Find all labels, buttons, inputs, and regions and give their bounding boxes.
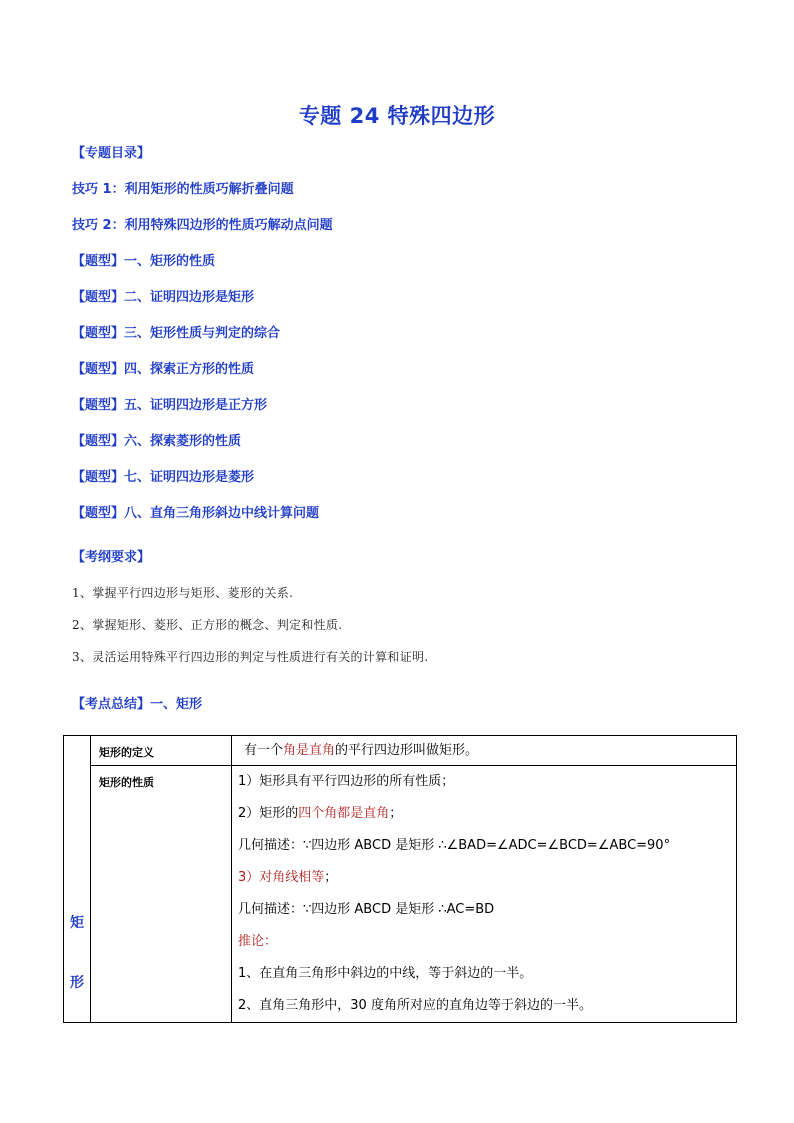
property-highlight: 四个角都是直角 <box>298 806 390 821</box>
toc-item: 【题型】二、证明四边形是矩形 <box>72 290 255 305</box>
toc-item: 【题型】三、矩形性质与判定的综合 <box>72 326 281 341</box>
property-text: 2）矩形的 <box>238 806 299 821</box>
property-line: 1）矩形具有平行四边形的所有性质； <box>238 774 455 789</box>
definition-highlight: 角是直角 <box>283 743 336 758</box>
property-cell <box>232 766 737 1023</box>
rectangle-summary-table <box>63 735 737 1023</box>
property-text: ； <box>324 870 338 885</box>
requirement-item: 1、掌握平行四边形与矩形、菱形的关系. <box>72 586 294 600</box>
property-text: 3） <box>238 870 260 885</box>
property-line: 1、在直角三角形中斜边的中线，等于斜边的一半。 <box>238 966 533 981</box>
property-line: 推论： <box>238 934 278 949</box>
property-highlight: 对角线相等 <box>259 870 325 885</box>
toc-item: 【题型】六、探索菱形的性质 <box>72 434 242 449</box>
toc-item: 【题型】七、证明四边形是菱形 <box>72 470 255 485</box>
property-line: 几何描述：∵四边形 ABCD 是矩形 ∴∠BAD=∠ADC=∠BCD=∠ABC=90° <box>238 838 671 853</box>
toc-item: 【题型】五、证明四边形是正方形 <box>72 398 268 413</box>
toc-item: 【题型】四、探索正方形的性质 <box>72 362 255 377</box>
page-title: 专题 24 特殊四边形 <box>298 104 496 128</box>
toc-item: 技巧 1：利用矩形的性质巧解折叠问题 <box>72 182 294 197</box>
toc-heading: 【专题目录】 <box>72 146 151 161</box>
toc-item: 【题型】八、直角三角形斜边中线计算问题 <box>72 506 320 521</box>
requirement-item: 3、灵活运用特殊平行四边形的判定与性质进行有关的计算和证明. <box>72 650 429 664</box>
side-label-char: 矩 <box>70 915 84 931</box>
property-text: ； <box>389 806 403 821</box>
side-label-char: 形 <box>70 975 84 991</box>
definition-cell <box>232 736 737 766</box>
summary-heading: 【考点总结】一、矩形 <box>72 697 203 712</box>
property-line: 2、直角三角形中，30 度角所对应的直角边等于斜边的一半。 <box>238 998 592 1013</box>
requirement-item: 2、掌握矩形、菱形、正方形的概念、判定和性质. <box>72 618 343 632</box>
property-line <box>238 798 730 830</box>
table-side-label <box>64 736 91 1023</box>
property-line <box>238 862 730 894</box>
definition-text: 的平行四边形叫做矩形。 <box>335 743 479 758</box>
toc-item: 【题型】一、矩形的性质 <box>72 254 216 269</box>
definition-text: 有一个 <box>244 743 284 758</box>
property-line: 几何描述：∵四边形 ABCD 是矩形 ∴AC=BD <box>238 902 495 917</box>
requirements-heading: 【考纲要求】 <box>72 550 151 565</box>
definition-label: 矩形的定义 <box>91 736 232 766</box>
property-label: 矩形的性质 <box>91 766 232 1023</box>
toc-item: 技巧 2：利用特殊四边形的性质巧解动点问题 <box>72 218 333 233</box>
